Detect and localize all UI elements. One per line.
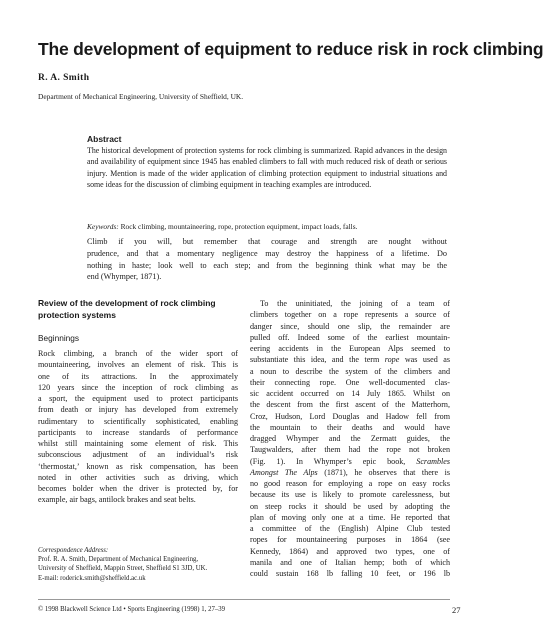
text-line: rudimentary to scientifically sophisticated, enabling [38,416,238,426]
footer-rule [38,599,450,600]
journal-footer: © 1998 Blackwell Science Ltd • Sports Engineering (1998) 1, 27–39 [38,606,226,613]
right-column-text [250,298,450,579]
page-number: 27 [452,605,461,615]
text-line: ‘thermostat,’ known as risk compensation, has been [38,461,238,471]
text-line: the descent from the first ascent of the Matterhorn, [250,400,450,410]
text-line: on steep rocks it should be used by adopting the [250,501,450,511]
text-line: mountaineering, involves an element of risk. This is [38,360,238,370]
paper-title: The development of equipment to reduce risk in rock climbing [38,39,543,59]
italic-term: Amongst The Alps [250,467,318,477]
text-line: the mountain to their deaths and would have [250,422,450,432]
text-line: could sustain 168 lb falling 10 feet, or 196 lb [250,569,450,578]
quote-line: end (Whymper, 1871). [87,272,162,282]
text-line: because its use is likely to promote carelessness, but [250,490,450,500]
keywords [87,222,447,231]
text-line: (Fig. 1). In Whymper’s epic book, Scrambles [250,456,450,466]
text-line: Taugwalders, after them had the rope not broken [250,445,450,455]
text-line: becomes bolder when the driver is protected by, for [38,484,238,493]
correspondence-address [38,546,243,583]
text-line: no good reason for employing a rope on easy rocks [250,479,450,488]
text-line: example, air bags, antilock brakes and seat belts. [38,495,196,505]
text-line: one of its attractions. In the approximately [38,371,238,381]
text-line: substantiate this idea, and the term rope was used as [250,355,450,365]
text-line: Croz, Hudson, Lord Douglas and Hadow fell from [250,411,450,421]
quote-line: nothing in haste; look well to each step; and from the beginning think what may be the [87,260,447,270]
section-heading: Review of the development of rock climbing protection systems [38,298,216,320]
text-line: a sport, the equipment used to protect participants [38,394,238,403]
author-affiliation: Department of Mechanical Engineering, University of Sheffield, UK. [38,92,244,101]
text-line: Kennedy, 1864) and approved two types, one of [250,546,450,556]
text-line: Amongst The Alps (1871), he observes that there is [250,467,450,477]
text-line: ropes for mountaineering purposes in 1864 (see [250,535,450,545]
text-line: plan of moving only one at a time. He reported that [250,512,450,522]
text-line: eering accidents in the European Alps seemed to [250,344,450,353]
abstract-text: The historical development of protection systems for rock climbing is summarized. Rapid advances in the design and availability of equipment since 1945 has enabled climbers to fall with much reduced risk of death or serious injury. Mention is made of the wider application of climbing protection equipment to industrial situations and some ideas for the discussion of climbing equipment in teaching examples are introduced. [87,146,447,190]
text-line: a committee of the (English) Alpine Club tested [250,524,450,533]
subsection-heading: Beginnings [38,333,80,343]
italic-term: rope [384,355,400,365]
keywords-text: Rock climbing, mountaineering, rope, protection equipment, impact loads, falls. [120,222,358,231]
text-line: climbers together on a rope represents a source of [250,310,450,320]
author-name: R. A. Smith [38,73,90,83]
text-line: danger since, should one slip, the remainder are [250,321,450,331]
left-column-text [38,348,238,506]
text-line: a noun to describe the system of the climbers and [250,366,450,376]
text-line: subconscious adjustment of an individual’s risk [38,450,238,460]
text-line: sic accident occurred on 14 July 1865. Whilst on [250,389,450,398]
italic-term: Scrambles [416,456,450,466]
text-line: whilst still maintaining some element of risk. This [38,439,238,448]
text-line: dragged Whymper and the Zermatt guides, the [250,434,450,443]
text-line: 120 years since the inception of rock climbing as [38,382,238,392]
quote-line: prudence, and that a momentary negligence may destroy the happiness of a lifetime. Do [87,248,447,258]
text-line: manila and one of Italian hemp; both of which [250,557,450,567]
text-line: To the uninitiated, the joining of a team of [260,299,450,308]
text-line: their connecting rope. One well-documented clas- [250,377,450,387]
correspondence-line: Prof. R. A. Smith, Department of Mechanical Engineering, [38,556,199,564]
epigraph-quote [87,236,447,283]
quote-line: Climb if you will, but remember that courage and strength are nought without [87,237,447,246]
text-line: participants to increase standards of performance [38,427,238,437]
abstract-heading: Abstract [87,134,122,144]
text-line: Rock climbing, a branch of the wider sport of [38,349,238,358]
correspondence-email: E-mail: roderick.smith@sheffield.ac.uk [38,574,146,582]
text-line: noted in other activities such as driving, which [38,472,238,482]
text-line: pulled off. Indeed some of the earliest mountain- [250,332,450,342]
text-line: from death or injury has developed from extremely [38,405,238,415]
correspondence-heading: Correspondence Address: [38,547,109,554]
correspondence-line: University of Sheffield, Mappin Street, Sheffield S1 3JD, UK. [38,565,208,573]
keywords-label: Keywords: [87,222,119,231]
